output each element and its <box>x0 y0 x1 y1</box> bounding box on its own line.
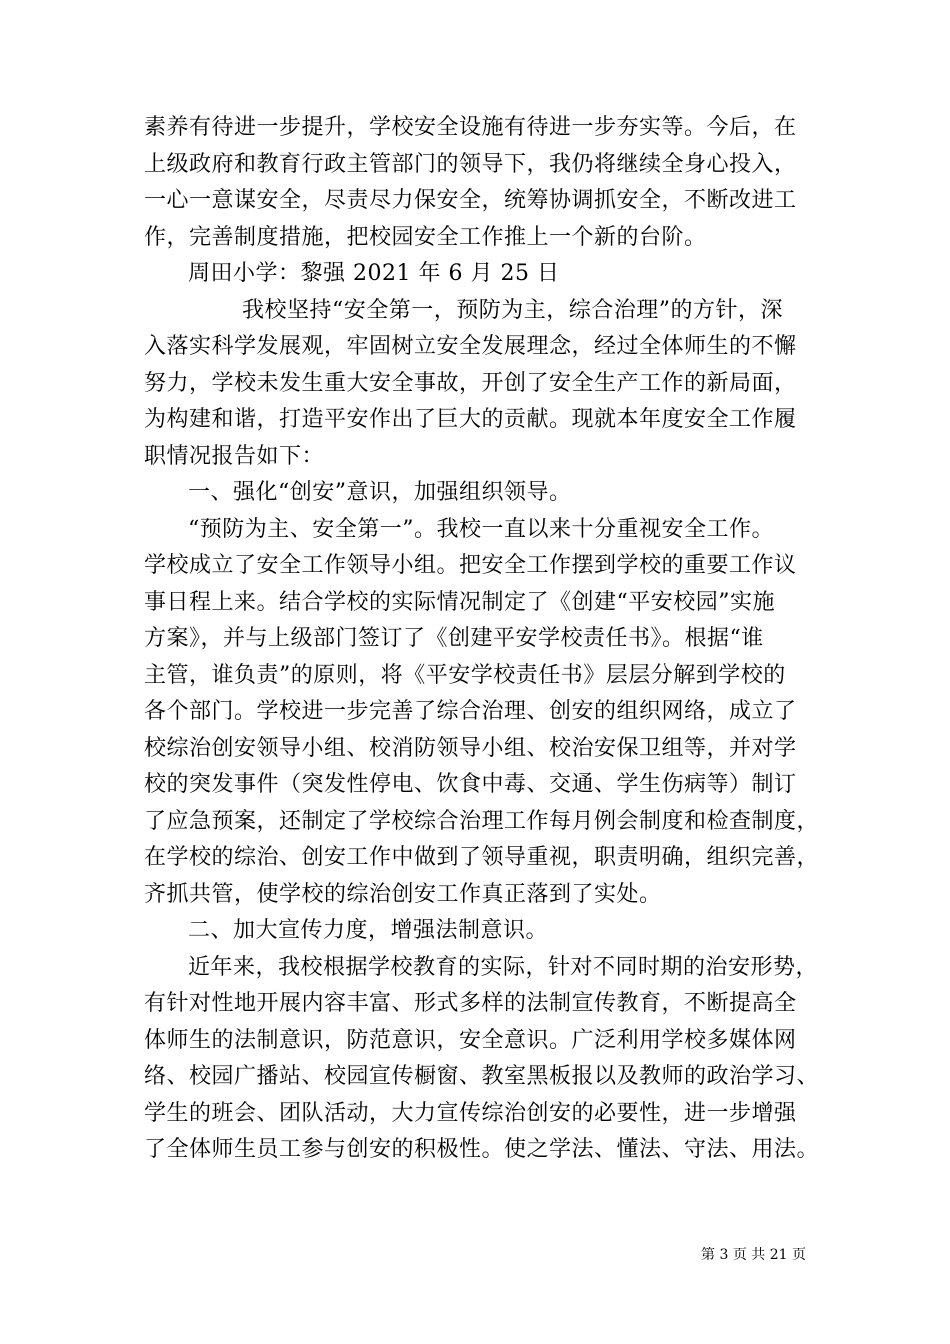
text-line: 校的突发事件（突发性停电、饮食中毒、交通、学生伤病等）制订 <box>144 772 797 797</box>
text-line: 上级政府和教育行政主管部门的领导下，我仍将继续全身心投入， <box>144 151 797 177</box>
text-line: 有针对性地开展内容丰富、形式多样的法制宣传教育，不断提高全 <box>144 991 797 1016</box>
text-line: 一心一意谋安全，尽责尽力保安全，统筹协调抓安全，不断改进工 <box>144 188 797 213</box>
text-line: 入落实科学发展观，牢固树立安全发展理念，经过全体师生的不懈 <box>144 334 797 359</box>
text-line: 学生的班会、团队活动，大力宣传综治创安的必要性，进一步增强 <box>144 1100 797 1126</box>
document-body <box>144 110 824 1169</box>
section-heading: 一、强化“创安”意识，加强组织领导。 <box>188 480 572 505</box>
text-line: 校综治创安领导小组、校消防领导小组、校治安保卫组等，并对学 <box>144 735 797 761</box>
text-line: 了全体师生员工参与创安的积极性。使之学法、懂法、守法、用法。 <box>144 1137 820 1162</box>
text-line: 作，完善制度措施，把校园安全工作推上一个新的台阶。 <box>144 224 707 250</box>
text-line: 各个部门。学校进一步完善了综合治理、创安的组织网络，成立了 <box>144 699 797 724</box>
text-line: 学校成立了安全工作领导小组。把安全工作摆到学校的重要工作议 <box>144 553 797 578</box>
text-line: 为构建和谐，打造平安作出了巨大的贡献。现就本年度安全工作履 <box>144 407 797 432</box>
text-line: “预防为主、安全第一”。我校一直以来十分重视安全工作。 <box>188 516 774 542</box>
section-heading: 二、加大宣传力度，增强法制意识。 <box>188 918 549 943</box>
text-line: 主管，谁负责”的原则，将《平安学校责任书》层层分解到学校的 <box>144 662 786 688</box>
text-line: 体师生的法制意识，防范意识，安全意识。广泛利用学校多媒体网 <box>144 1027 797 1053</box>
text-line: 努力，学校未发生重大安全事故，开创了安全生产工作的新局面， <box>144 370 797 396</box>
text-line: 职情况报告如下： <box>144 443 325 469</box>
text-line: 齐抓共管，使学校的综治创安工作真正落到了实处。 <box>144 881 662 907</box>
text-line: 近年来，我校根据学校教育的实际，针对不同时期的治安形势， <box>188 954 819 980</box>
text-line: 事日程上来。结合学校的实际情况制定了《创建“平安校园”实施 <box>144 589 775 615</box>
text-line: 了应急预案，还制定了学校综合治理工作每月例会制度和检查制度， <box>144 808 820 834</box>
text-line: 我校坚持“安全第一，预防为主，综合治理”的方针，深 <box>242 297 783 323</box>
text-line: 在学校的综治、创安工作中做到了领导重视，职责明确，组织完善， <box>144 845 820 870</box>
text-line: 素养有待进一步提升，学校安全设施有待进一步夯实等。今后，在 <box>144 115 797 140</box>
text-line: 方案》，并与上级部门签订了《创建平安学校责任书》。根据“谁 <box>144 626 764 651</box>
text-line: 络、校园广播站、校园宣传橱窗、教室黑板报以及教师的政治学习、 <box>144 1064 820 1089</box>
page-number: 第 3 页 共 21 页 <box>701 1247 806 1263</box>
signature-line: 周田小学：黎强 2021 年 6 月 25 日 <box>188 261 560 286</box>
